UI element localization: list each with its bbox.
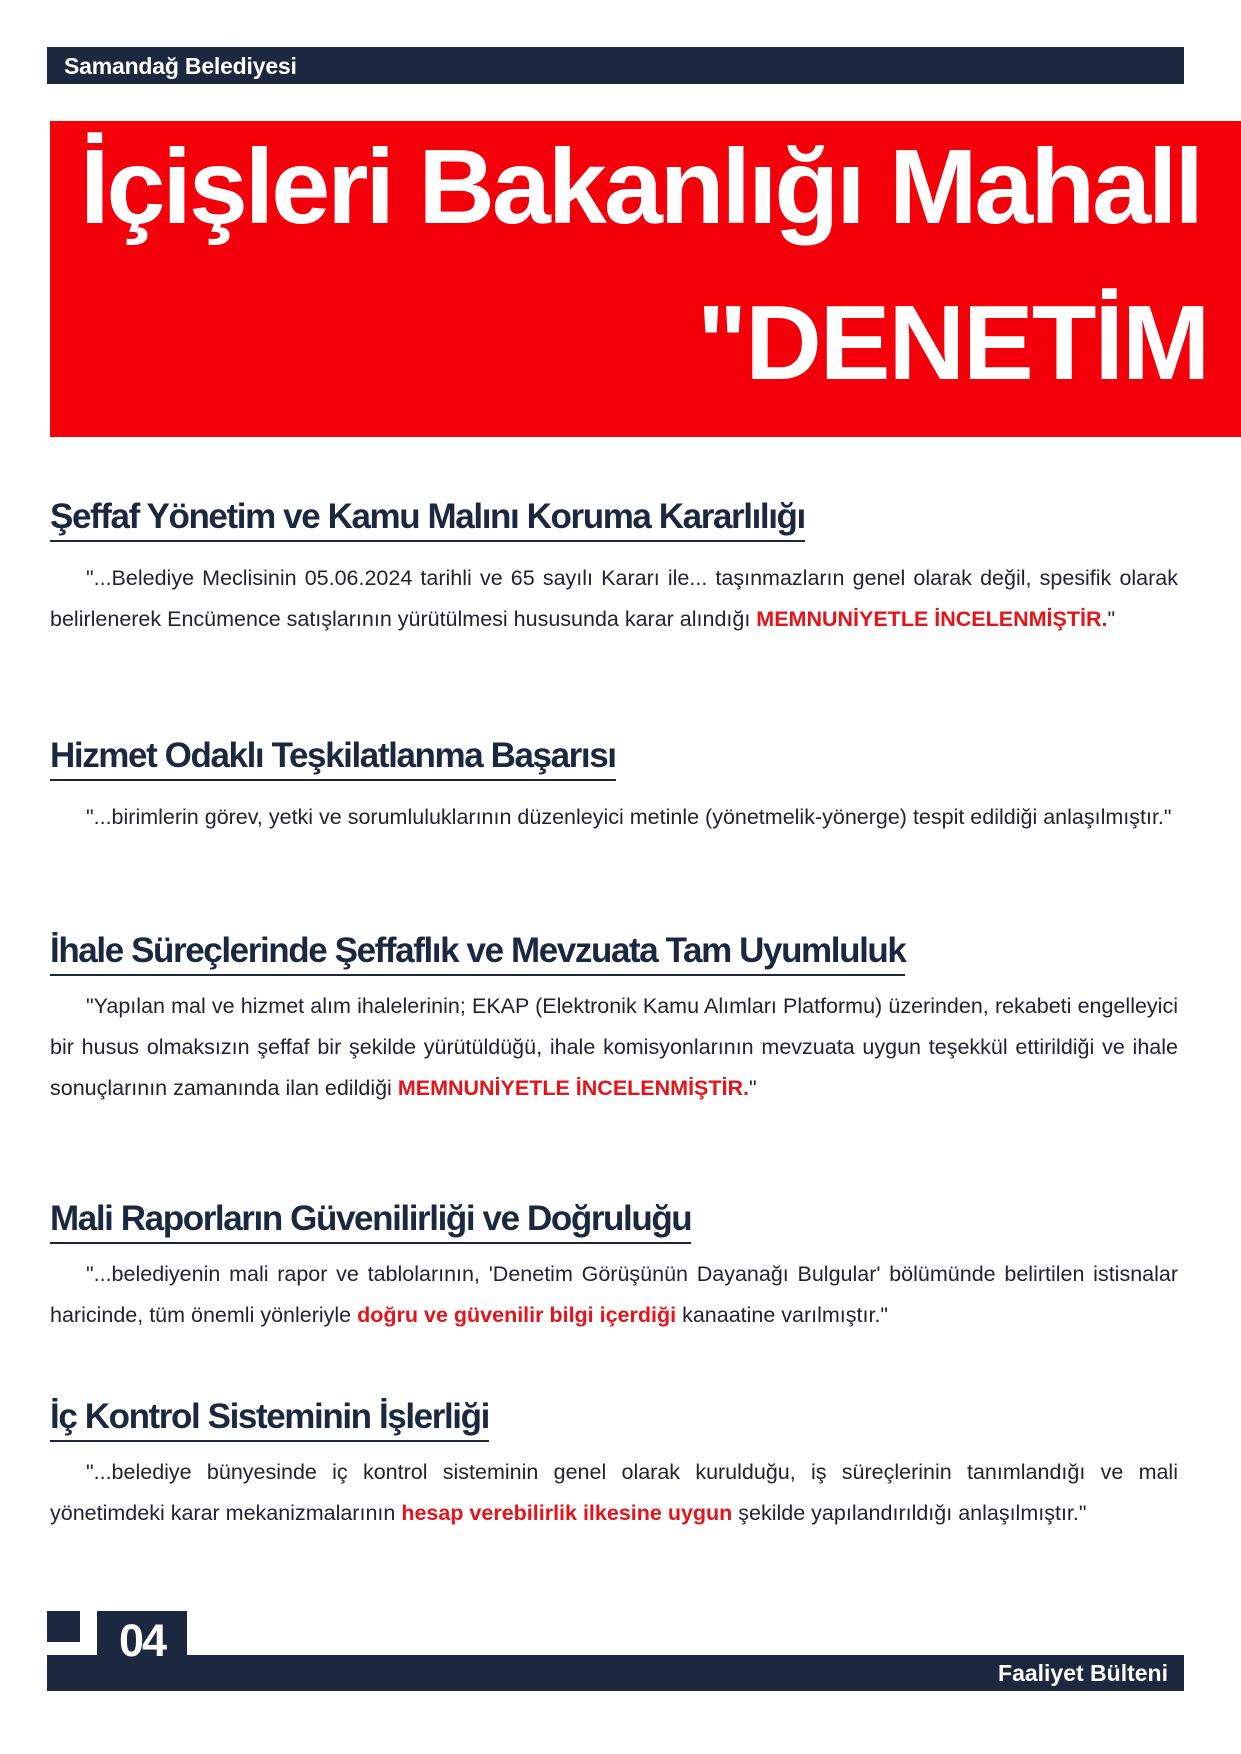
section-heading: İhale Süreçlerinde Şeffaflık ve Mevzuata Tam Uyumluluk	[50, 930, 905, 976]
publication-name: Faaliyet Bülteni	[998, 1660, 1168, 1686]
footer-bar	[47, 1655, 1184, 1691]
highlight-text: doğru ve güvenilir bilgi içerdiği	[357, 1303, 677, 1327]
org-name: Samandağ Belediyesi	[64, 53, 297, 79]
section-heading: İç Kontrol Sisteminin İşlerliği	[50, 1396, 489, 1442]
banner-title-line2: "DENETİM	[697, 284, 1209, 402]
section-quote: "...belediyenin mali rapor ve tablolarının, 'Denetim Görüşünün Dayanağı Bulgular' bölümünde belirtilen istisnalar haricinde, tüm önemli yönleriyle doğru ve güvenilir bilgi içerdiği kanaatine varılmıştır."	[50, 1262, 1178, 1327]
title-banner	[50, 121, 1241, 437]
section-quote: "...Belediye Meclisinin 05.06.2024 tarihli ve 65 sayılı Kararı ile... taşınmazların genel olarak değil, spesifik olarak belirlenerek Encümence satışlarının yürütülmesi hususunda karar alındığı MEMNUNİYETLE İNCELENMİŞTİR."	[50, 566, 1178, 631]
decorative-square	[47, 1611, 80, 1642]
section-financial-reports	[50, 1198, 1178, 1336]
highlight-text: MEMNUNİYETLE İNCELENMİŞTİR.	[756, 607, 1108, 631]
highlight-text: hesap verebilirlik ilkesine uygun	[401, 1501, 733, 1525]
highlight-text: MEMNUNİYETLE İNCELENMİŞTİR.	[397, 1076, 749, 1100]
section-tender-transparency	[50, 930, 1178, 1109]
section-transparent-management	[50, 496, 1178, 640]
section-quote: "Yapılan mal ve hizmet alım ihalelerinin; EKAP (Elektronik Kamu Alımları Platformu) üzerinden, rekabeti engelleyici bir husus olmaksızın şeffaf bir şekilde yürütüldüğü, ihale komisyonlarının mevzuata uygun teşekkül ettirildiği ve ihale sonuçlarının zamanında ilan edildiği MEMNUNİYETLE İNCELENMİŞTİR."	[50, 994, 1178, 1100]
header-bar	[47, 47, 1184, 84]
section-heading: Mali Raporların Güvenilirliği ve Doğruluğu	[50, 1198, 691, 1244]
section-heading: Hizmet Odaklı Teşkilatlanma Başarısı	[50, 735, 616, 781]
page-number-box	[97, 1611, 187, 1691]
section-heading: Şeffaf Yönetim ve Kamu Malını Koruma Kararlılığı	[50, 496, 805, 542]
section-internal-control	[50, 1396, 1178, 1534]
section-quote: "...birimlerin görev, yetki ve sorumluluklarının düzenleyici metinle (yönetmelik-yönerge) tespit edildiği anlaşılmıştır."	[86, 805, 1172, 829]
banner-title-line1: İçişleri Bakanlığı Mahall	[80, 128, 1201, 246]
section-quote: "...belediye bünyesinde iç kontrol sisteminin genel olarak kurulduğu, iş süreçlerinin tanımlandığı ve mali yönetimdeki karar mekanizmalarının hesap verebilirlik ilkesine uygun şekilde yapılandırıldığı anlaşılmıştır."	[50, 1460, 1178, 1525]
section-service-organization	[50, 735, 1178, 838]
page-number: 04	[118, 1615, 166, 1666]
